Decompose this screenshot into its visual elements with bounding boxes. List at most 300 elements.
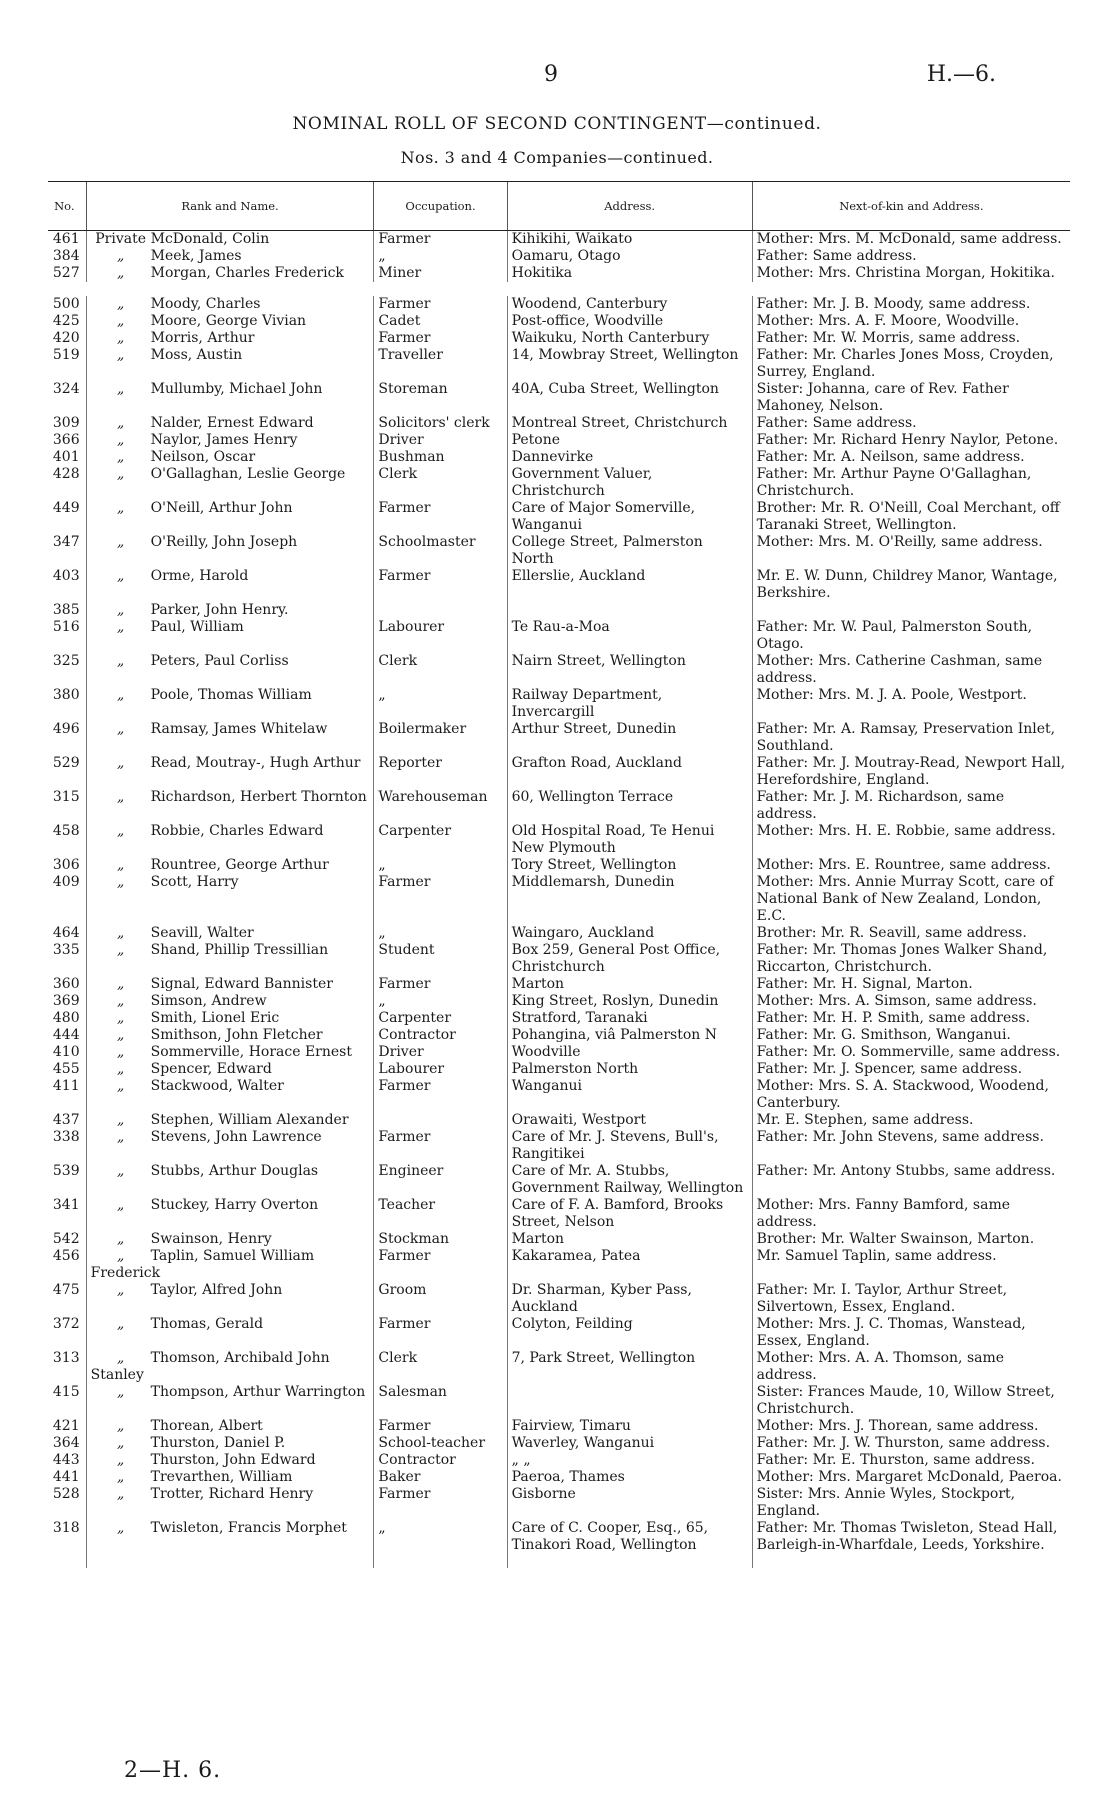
soldier-name: Stevens, John Lawrence — [150, 1129, 322, 1145]
cell-rank-name — [86, 381, 374, 415]
cell-occupation: Baker — [374, 1469, 507, 1486]
rank-label: „ — [116, 415, 125, 431]
rank-label: „ — [116, 993, 125, 1009]
cell-occupation: Farmer — [374, 1316, 507, 1350]
cell-number: 385 — [52, 602, 80, 618]
table-row — [48, 265, 1070, 282]
cell-address: Gisborne — [507, 1486, 752, 1520]
cell-rank-name — [86, 976, 374, 993]
cell-occupation: Farmer — [374, 231, 507, 249]
cell-address: Colyton, Feilding — [507, 1316, 752, 1350]
table-row — [48, 1129, 1070, 1163]
table-row — [48, 1231, 1070, 1248]
soldier-name: Meek, James — [150, 248, 242, 264]
cell-next-of-kin: Father: Mr. Antony Stubbs, same address. — [752, 1163, 1070, 1197]
cell-next-of-kin: Mother: Mrs. H. E. Robbie, same address. — [752, 823, 1070, 857]
table-body — [48, 231, 1070, 1569]
rank-label: „ — [116, 823, 125, 839]
cell-occupation: Teacher — [374, 1197, 507, 1231]
table-row — [48, 1486, 1070, 1520]
cell-rank-name — [86, 1078, 374, 1112]
table-row — [48, 381, 1070, 415]
cell-next-of-kin: Father: Mr. Charles Jones Moss, Croyden, Surrey, England. — [752, 347, 1070, 381]
rank-label: „ — [116, 500, 125, 516]
soldier-name: Parker, John Henry. — [150, 602, 289, 618]
cell-occupation: Reporter — [374, 755, 507, 789]
cell-next-of-kin: Mother: Mrs. E. Rountree, same address. — [752, 857, 1070, 874]
table-row — [48, 857, 1070, 874]
cell-number: 475 — [52, 1282, 80, 1298]
cell-next-of-kin: Brother: Mr. R. Seavill, same address. — [752, 925, 1070, 942]
page-signature: 2—H. 6. — [124, 1758, 222, 1783]
cell-rank-name — [86, 1316, 374, 1350]
cell-number: 443 — [52, 1452, 80, 1468]
cell-next-of-kin: Father: Mr. W. Morris, same address. — [752, 330, 1070, 347]
soldier-name: Thurston, John Edward — [150, 1452, 316, 1468]
soldier-name: Signal, Edward Bannister — [150, 976, 333, 992]
cell-next-of-kin: Father: Mr. I. Taylor, Arthur Street, Silvertown, Essex, England. — [752, 1282, 1070, 1316]
rank-label: „ — [116, 874, 125, 890]
table-row — [48, 347, 1070, 381]
table-row — [48, 248, 1070, 265]
cell-address: Paeroa, Thames — [507, 1469, 752, 1486]
soldier-name: Shand, Phillip Tressillian — [150, 942, 329, 958]
cell-rank-name — [86, 993, 374, 1010]
rank-label: „ — [116, 313, 125, 329]
table-row — [48, 1384, 1070, 1418]
table-row — [48, 1078, 1070, 1112]
cell-number: 458 — [52, 823, 80, 839]
cell-number: 421 — [52, 1418, 80, 1434]
soldier-name: Scott, Harry — [150, 874, 239, 890]
cell-rank-name — [86, 602, 374, 619]
soldier-name: Thorean, Albert — [150, 1418, 263, 1434]
rank-label: „ — [116, 721, 125, 737]
cell-occupation: Contractor — [374, 1027, 507, 1044]
table-row — [48, 1452, 1070, 1469]
table-row — [48, 653, 1070, 687]
soldier-name: Morgan, Charles Frederick — [150, 265, 344, 281]
cell-next-of-kin: Mother: Mrs. M. O'Reilly, same address. — [752, 534, 1070, 568]
cell-address: Middlemarsh, Dunedin — [507, 874, 752, 925]
table-spacer-row — [48, 282, 1070, 296]
soldier-name: Thomas, Gerald — [150, 1316, 264, 1332]
cell-number: 380 — [52, 687, 80, 703]
rank-label: „ — [116, 1027, 125, 1043]
cell-next-of-kin: Father: Mr. J. B. Moody, same address. — [752, 296, 1070, 313]
soldier-name: O'Gallaghan, Leslie George — [150, 466, 346, 482]
table-row — [48, 466, 1070, 500]
soldier-name: Rountree, George Arthur — [150, 857, 329, 873]
rank-label: „ — [116, 1231, 125, 1247]
cell-occupation: Farmer — [374, 976, 507, 993]
cell-address: Waverley, Wanganui — [507, 1435, 752, 1452]
soldier-name: Nalder, Ernest Edward — [150, 415, 314, 431]
cell-next-of-kin: Sister: Johanna, care of Rev. Father Mahoney, Nelson. — [752, 381, 1070, 415]
cell-address: 14, Mowbray Street, Wellington — [507, 347, 752, 381]
soldier-name: Robbie, Charles Edward — [150, 823, 324, 839]
cell-rank-name — [86, 313, 374, 330]
rank-label: „ — [116, 1486, 125, 1502]
cell-rank-name — [86, 1418, 374, 1435]
cell-number: 496 — [52, 721, 80, 737]
cell-address: Nairn Street, Wellington — [507, 653, 752, 687]
cell-number: 347 — [52, 534, 80, 550]
column-header-occupation: Occupation. — [374, 182, 507, 231]
cell-address: Waikuku, North Canterbury — [507, 330, 752, 347]
rank-label: „ — [116, 789, 125, 805]
cell-occupation: „ — [374, 687, 507, 721]
rank-label: „ — [116, 381, 125, 397]
table-row — [48, 231, 1070, 249]
rank-label: „ — [116, 1384, 125, 1400]
cell-occupation: Labourer — [374, 1061, 507, 1078]
cell-number: 461 — [52, 231, 80, 247]
nominal-roll-table — [48, 181, 1070, 1568]
rank-label: „ — [116, 1350, 125, 1366]
cell-next-of-kin: Brother: Mr. Walter Swainson, Marton. — [752, 1231, 1070, 1248]
cell-next-of-kin: Father: Mr. John Stevens, same address. — [752, 1129, 1070, 1163]
cell-number: 528 — [52, 1486, 80, 1502]
cell-next-of-kin: Mr. E. W. Dunn, Childrey Manor, Wantage, Berkshire. — [752, 568, 1070, 602]
cell-number: 425 — [52, 313, 80, 329]
rank-label: „ — [116, 976, 125, 992]
cell-rank-name — [86, 568, 374, 602]
cell-number: 372 — [52, 1316, 80, 1332]
cell-next-of-kin: Father: Mr. G. Smithson, Wanganui. — [752, 1027, 1070, 1044]
cell-address: Palmerston North — [507, 1061, 752, 1078]
cell-number: 516 — [52, 619, 80, 635]
cell-address: Ellerslie, Auckland — [507, 568, 752, 602]
cell-next-of-kin: Father: Mr. A. Ramsay, Preservation Inlet, Southland. — [752, 721, 1070, 755]
cell-next-of-kin: Father: Mr. H. P. Smith, same address. — [752, 1010, 1070, 1027]
soldier-name: Smith, Lionel Eric — [150, 1010, 280, 1026]
cell-number: 455 — [52, 1061, 80, 1077]
cell-next-of-kin: Father: Mr. Richard Henry Naylor, Petone. — [752, 432, 1070, 449]
cell-number: 437 — [52, 1112, 80, 1128]
cell-next-of-kin: Father: Same address. — [752, 415, 1070, 432]
cell-address: Fairview, Timaru — [507, 1418, 752, 1435]
cell-rank-name — [86, 1350, 374, 1384]
rank-label: „ — [116, 296, 125, 312]
rank-label: „ — [116, 466, 125, 482]
cell-occupation: Salesman — [374, 1384, 507, 1418]
cell-rank-name — [86, 534, 374, 568]
cell-address: Post-office, Woodville — [507, 313, 752, 330]
soldier-name: Read, Moutray-, Hugh Arthur — [150, 755, 361, 771]
cell-occupation: Farmer — [374, 1129, 507, 1163]
cell-number: 411 — [52, 1078, 80, 1094]
table-row — [48, 415, 1070, 432]
cell-occupation: Farmer — [374, 874, 507, 925]
soldier-name: Taylor, Alfred John — [150, 1282, 283, 1298]
rank-label: „ — [116, 432, 125, 448]
rank-label: „ — [116, 568, 125, 584]
table-row — [48, 1248, 1070, 1282]
cell-rank-name — [86, 1197, 374, 1231]
cell-occupation: Solicitors' clerk — [374, 415, 507, 432]
rank-label: Private — [95, 231, 146, 247]
rank-label: „ — [116, 1418, 125, 1434]
cell-rank-name — [86, 857, 374, 874]
cell-address: „ „ — [507, 1452, 752, 1469]
cell-next-of-kin: Father: Mr. J. M. Richardson, same address. — [752, 789, 1070, 823]
cell-next-of-kin: Mother: Mrs. A. A. Thomson, same address. — [752, 1350, 1070, 1384]
cell-address: Marton — [507, 1231, 752, 1248]
table-row — [48, 1520, 1070, 1568]
rank-label: „ — [116, 1469, 125, 1485]
cell-number: 409 — [52, 874, 80, 890]
rank-label: „ — [116, 1316, 125, 1332]
rank-label: „ — [116, 755, 125, 771]
soldier-name: Ramsay, James Whitelaw — [150, 721, 328, 737]
cell-next-of-kin: Father: Mr. Arthur Payne O'Gallaghan, Christchurch. — [752, 466, 1070, 500]
column-header-address: Address. — [507, 182, 752, 231]
soldier-name: Thurston, Daniel P. — [150, 1435, 286, 1451]
cell-occupation: Cadet — [374, 313, 507, 330]
cell-occupation: Groom — [374, 1282, 507, 1316]
cell-next-of-kin: Mother: Mrs. Fanny Bamford, same address. — [752, 1197, 1070, 1231]
cell-rank-name — [86, 755, 374, 789]
cell-next-of-kin: Father: Same address. — [752, 248, 1070, 265]
soldier-name: Trevarthen, William — [150, 1469, 293, 1485]
cell-address: Dannevirke — [507, 449, 752, 466]
cell-next-of-kin: Father: Mr. J. W. Thurston, same address. — [752, 1435, 1070, 1452]
cell-address: Kihikihi, Waikato — [507, 231, 752, 249]
rank-label: „ — [116, 857, 125, 873]
cell-address: Care of F. A. Bamford, Brooks Street, Nelson — [507, 1197, 752, 1231]
cell-address: Woodville — [507, 1044, 752, 1061]
cell-rank-name — [86, 1435, 374, 1452]
cell-address: King Street, Roslyn, Dunedin — [507, 993, 752, 1010]
cell-address — [507, 1384, 752, 1418]
soldier-name: Taplin, Samuel William Frederick — [90, 1248, 315, 1281]
cell-rank-name — [86, 1231, 374, 1248]
cell-occupation: Farmer — [374, 296, 507, 313]
cell-next-of-kin: Brother: Mr. R. O'Neill, Coal Merchant, off Taranaki Street, Wellington. — [752, 500, 1070, 534]
cell-address: Marton — [507, 976, 752, 993]
rank-label: „ — [116, 1248, 125, 1264]
cell-occupation: „ — [374, 925, 507, 942]
cell-next-of-kin: Mr. E. Stephen, same address. — [752, 1112, 1070, 1129]
soldier-name: Poole, Thomas William — [150, 687, 312, 703]
table-row — [48, 1282, 1070, 1316]
cell-number: 500 — [52, 296, 80, 312]
cell-number: 318 — [52, 1520, 80, 1536]
table-row — [48, 1350, 1070, 1384]
soldier-name: Simson, Andrew — [150, 993, 267, 1009]
spacer-cell — [48, 282, 1070, 296]
cell-rank-name — [86, 1112, 374, 1129]
rank-label: „ — [116, 942, 125, 958]
cell-occupation: Carpenter — [374, 823, 507, 857]
cell-next-of-kin: Mother: Mrs. Catherine Cashman, same address. — [752, 653, 1070, 687]
cell-number: 309 — [52, 415, 80, 431]
table-row — [48, 942, 1070, 976]
cell-occupation: Stockman — [374, 1231, 507, 1248]
cell-number: 441 — [52, 1469, 80, 1485]
cell-address: Montreal Street, Christchurch — [507, 415, 752, 432]
cell-next-of-kin: Mother: Mrs. Margaret McDonald, Paeroa. — [752, 1469, 1070, 1486]
cell-rank-name — [86, 823, 374, 857]
cell-address: Care of Mr. J. Stevens, Bull's, Rangitikei — [507, 1129, 752, 1163]
rank-label: „ — [116, 653, 125, 669]
soldier-name: Peters, Paul Corliss — [150, 653, 289, 669]
table-row — [48, 1027, 1070, 1044]
table-row — [48, 1044, 1070, 1061]
soldier-name: Moody, Charles — [150, 296, 261, 312]
rank-label: „ — [116, 925, 125, 941]
cell-number: 338 — [52, 1129, 80, 1145]
soldier-name: Naylor, James Henry — [150, 432, 298, 448]
cell-rank-name — [86, 1248, 374, 1282]
cell-number: 529 — [52, 755, 80, 771]
cell-next-of-kin: Mother: Mrs. Christina Morgan, Hokitika. — [752, 265, 1070, 282]
table-row — [48, 823, 1070, 857]
soldier-name: Swainson, Henry — [150, 1231, 272, 1247]
soldier-name: Moore, George Vivian — [150, 313, 307, 329]
rank-label: „ — [116, 1129, 125, 1145]
cell-number: 420 — [52, 330, 80, 346]
rank-label: „ — [116, 1112, 125, 1128]
cell-number: 449 — [52, 500, 80, 516]
cell-number: 527 — [52, 265, 80, 281]
cell-number: 415 — [52, 1384, 80, 1400]
cell-occupation: Traveller — [374, 347, 507, 381]
table-row — [48, 1418, 1070, 1435]
cell-rank-name — [86, 248, 374, 265]
page-number: 9 — [544, 62, 558, 87]
cell-address: Tory Street, Wellington — [507, 857, 752, 874]
soldier-name: McDonald, Colin — [150, 231, 270, 247]
soldier-name: Moss, Austin — [150, 347, 243, 363]
page-subtitle: Nos. 3 and 4 Companies—continued. — [400, 148, 714, 167]
table-row — [48, 993, 1070, 1010]
cell-address: Arthur Street, Dunedin — [507, 721, 752, 755]
cell-occupation: School-teacher — [374, 1435, 507, 1452]
cell-number: 325 — [52, 653, 80, 669]
table-row — [48, 874, 1070, 925]
table-row — [48, 1163, 1070, 1197]
table-header-row — [48, 182, 1070, 231]
cell-next-of-kin: Father: Mr. J. Moutray-Read, Newport Hall, Herefordshire, England. — [752, 755, 1070, 789]
cell-address: Dr. Sharman, Kyber Pass, Auckland — [507, 1282, 752, 1316]
cell-next-of-kin: Father: Mr. W. Paul, Palmerston South, Otago. — [752, 619, 1070, 653]
cell-rank-name — [86, 231, 374, 249]
cell-next-of-kin: Father: Mr. O. Sommerville, same address. — [752, 1044, 1070, 1061]
table-row — [48, 755, 1070, 789]
rank-label: „ — [116, 1282, 125, 1298]
rank-label: „ — [116, 687, 125, 703]
cell-occupation: Engineer — [374, 1163, 507, 1197]
cell-rank-name — [86, 1520, 374, 1568]
soldier-name: Spencer, Edward — [150, 1061, 272, 1077]
cell-address: Stratford, Taranaki — [507, 1010, 752, 1027]
cell-occupation: Bushman — [374, 449, 507, 466]
cell-number: 403 — [52, 568, 80, 584]
cell-number: 315 — [52, 789, 80, 805]
cell-rank-name — [86, 789, 374, 823]
cell-number: 369 — [52, 993, 80, 1009]
cell-number: 366 — [52, 432, 80, 448]
cell-address: Care of Major Somerville, Wanganui — [507, 500, 752, 534]
soldier-name: Stubbs, Arthur Douglas — [150, 1163, 319, 1179]
cell-number: 480 — [52, 1010, 80, 1026]
rank-label: „ — [116, 1044, 125, 1060]
table-row — [48, 432, 1070, 449]
cell-next-of-kin: Father: Mr. E. Thurston, same address. — [752, 1452, 1070, 1469]
rank-label: „ — [116, 1061, 125, 1077]
cell-occupation: Warehouseman — [374, 789, 507, 823]
cell-number: 401 — [52, 449, 80, 465]
rank-label: „ — [116, 347, 125, 363]
cell-number: 335 — [52, 942, 80, 958]
soldier-name: Smithson, John Fletcher — [150, 1027, 323, 1043]
cell-rank-name — [86, 1282, 374, 1316]
cell-occupation: Farmer — [374, 1418, 507, 1435]
cell-next-of-kin: Mother: Mrs. A. F. Moore, Woodville. — [752, 313, 1070, 330]
document-reference: H.—6. — [926, 62, 996, 87]
cell-occupation: Boilermaker — [374, 721, 507, 755]
soldier-name: Twisleton, Francis Morphet — [150, 1520, 347, 1536]
rank-label: „ — [116, 1520, 125, 1536]
column-header-rank-name: Rank and Name. — [86, 182, 374, 231]
cell-address: Wanganui — [507, 1078, 752, 1112]
rank-label: „ — [116, 248, 125, 264]
cell-rank-name — [86, 330, 374, 347]
cell-address: Waingaro, Auckland — [507, 925, 752, 942]
cell-occupation: Farmer — [374, 1078, 507, 1112]
table-row — [48, 1469, 1070, 1486]
cell-address: Box 259, General Post Office, Christchurch — [507, 942, 752, 976]
rank-label: „ — [116, 1163, 125, 1179]
table-row — [48, 568, 1070, 602]
cell-address: Orawaiti, Westport — [507, 1112, 752, 1129]
soldier-name: Stuckey, Harry Overton — [150, 1197, 319, 1213]
soldier-name: Paul, William — [150, 619, 244, 635]
cell-occupation: Labourer — [374, 619, 507, 653]
cell-occupation — [374, 602, 507, 619]
rank-label: „ — [116, 1435, 125, 1451]
rank-label: „ — [116, 1078, 125, 1094]
cell-next-of-kin: Mother: Mrs. A. Simson, same address. — [752, 993, 1070, 1010]
soldier-name: Stephen, William Alexander — [150, 1112, 349, 1128]
cell-number: 364 — [52, 1435, 80, 1451]
cell-rank-name — [86, 721, 374, 755]
cell-address: Railway Department, Invercargill — [507, 687, 752, 721]
soldier-name: Seavill, Walter — [150, 925, 254, 941]
cell-number: 456 — [52, 1248, 80, 1264]
cell-rank-name — [86, 466, 374, 500]
table-row — [48, 602, 1070, 619]
page-title: NOMINAL ROLL OF SECOND CONTINGENT—continued. — [292, 114, 822, 134]
table-row — [48, 687, 1070, 721]
cell-number: 539 — [52, 1163, 80, 1179]
cell-next-of-kin: Mr. Samuel Taplin, same address. — [752, 1248, 1070, 1282]
cell-next-of-kin: Mother: Mrs. M. J. A. Poole, Westport. — [752, 687, 1070, 721]
cell-rank-name — [86, 415, 374, 432]
cell-occupation: Contractor — [374, 1452, 507, 1469]
soldier-name: O'Neill, Arthur John — [150, 500, 293, 516]
cell-next-of-kin: Sister: Frances Maude, 10, Willow Street, Christchurch. — [752, 1384, 1070, 1418]
soldier-name: Thomson, Archibald John Stanley — [90, 1350, 330, 1383]
cell-next-of-kin: Father: Mr. H. Signal, Marton. — [752, 976, 1070, 993]
cell-next-of-kin: Mother: Mrs. J. Thorean, same address. — [752, 1418, 1070, 1435]
table-row — [48, 925, 1070, 942]
table-row — [48, 1316, 1070, 1350]
cell-address: Hokitika — [507, 265, 752, 282]
cell-address: Oamaru, Otago — [507, 248, 752, 265]
